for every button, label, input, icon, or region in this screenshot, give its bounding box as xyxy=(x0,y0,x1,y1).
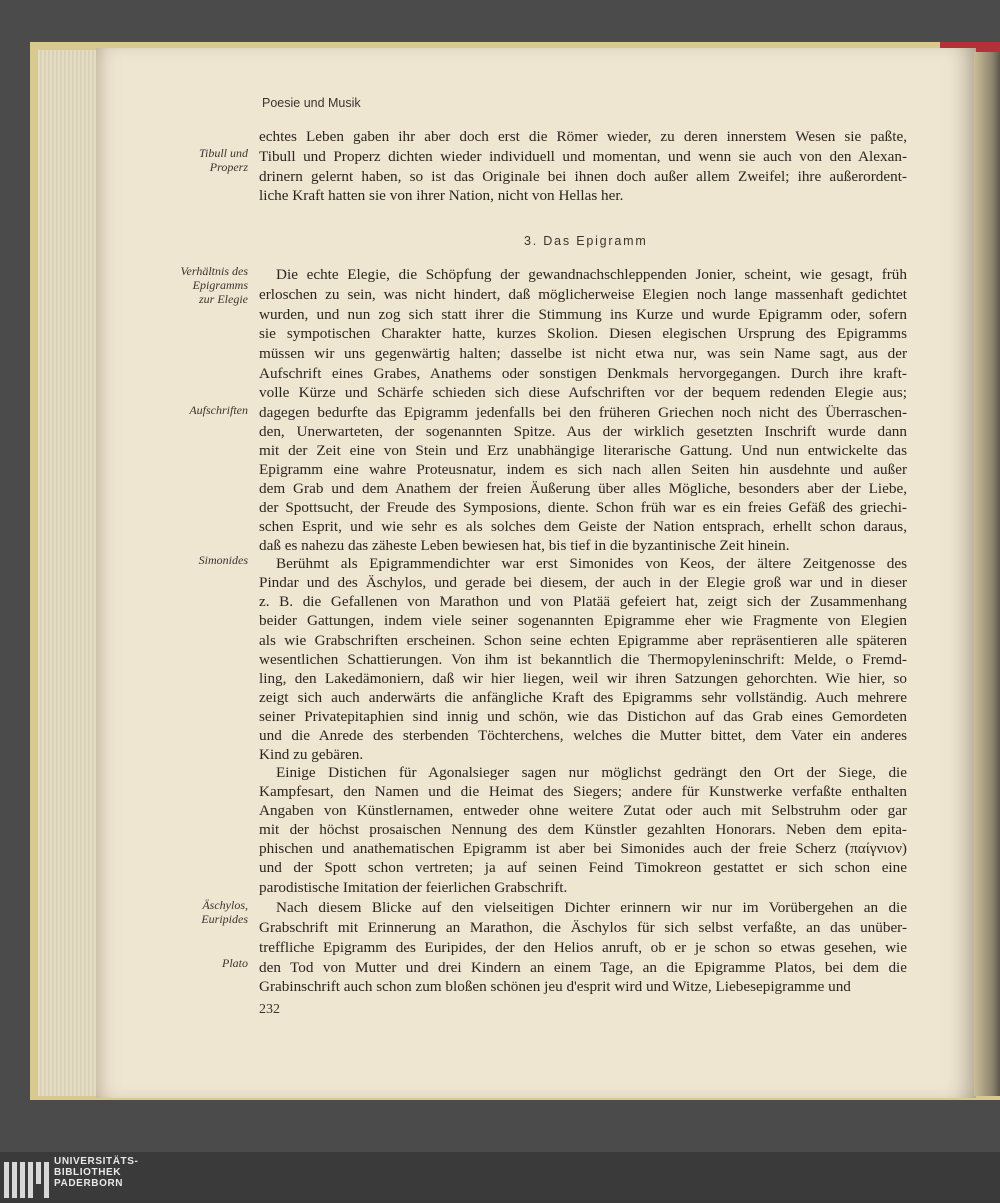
library-logo-icon xyxy=(4,1162,48,1198)
text-line: schen Esprit, und wie sehr es als solches dem Geiste der Nation entsprach, erhellt schon daraus, xyxy=(259,518,907,535)
text-line: mit der höchst prosaischen Nennung des dem Künstler gezahlten Honorars. Neben dem epita- xyxy=(259,821,907,838)
text-line: Nach diesem Blicke auf den vielseitigen Dichter erinnern wir nur im Vorübergehen an die xyxy=(276,899,907,916)
page-number: 232 xyxy=(259,1002,280,1017)
text-line: volle Kürze und Schärfe schieden sich diese Aufschriften vor der bequem redenden Elegie aus; xyxy=(259,384,907,401)
page-edges xyxy=(38,50,102,1096)
text-line: Kampfesart, den Namen und die Heimat des Siegers; andere für Kunstwerke verfaßte enthalten xyxy=(259,783,907,800)
running-header: Poesie und Musik xyxy=(262,96,361,110)
text-line: Die echte Elegie, die Schöpfung der gewandnachschleppenden Jonier, scheint, wie gesagt, früh xyxy=(276,266,907,283)
margin-note-epigramm-elegie: Verhältnis des Epigramms zur Elegie xyxy=(180,264,248,306)
text-line: Tibull und Properz dichten wieder individuell und momentan, und wenn sie auch von den Alexan- xyxy=(259,148,907,165)
margin-note-aufschriften: Aufschriften xyxy=(189,403,248,417)
text-line: und die Anrede des sterbenden Töchterchens, welches die Mutter bittet, dem Vater ein anderes xyxy=(259,727,907,744)
footer-line-2: BIBLIOTHEK xyxy=(54,1167,122,1178)
text-line: Grabschrift mit Erinnerung an Marathon, die Äschylos für sich selbst verfaßte, an das unüber- xyxy=(259,919,907,936)
text-line: treffliche Epigramm des Euripides, der den Helios anruft, ob er je schon so etwas gesehen, wie xyxy=(259,939,907,956)
text-line: der Spottsucht, der Freude des Symposions, diente. Schon früh war es ein freies Gefäß des griechi- xyxy=(259,499,907,516)
text-line: Aufschrift eines Grabes, Anathems oder sonstigen Denkmals hervorgegangen. Durch ihre kraft- xyxy=(259,365,907,382)
text-line: Einige Distichen für Agonalsieger sagen nur möglichst gedrängt den Ort der Siege, die xyxy=(276,764,907,781)
text-line: seiner Privatepitaphien sind innig und schön, wie das Distichon auf das Grab eines Gemordeten xyxy=(259,708,907,725)
page-right-shadow xyxy=(974,52,1000,1096)
text-line: Angaben von Künstlernamen, entweder ohne weitere Zutat oder auch mit Selbstruhm oder gar xyxy=(259,802,907,819)
footer-line-3: PADERBORN xyxy=(54,1178,124,1189)
text-line: sie sympotischen Charakter hatte, kurzes Skolion. Diesen elegischen Ursprung des Epigramms xyxy=(259,325,907,342)
text-line: echtes Leben gaben ihr aber doch erst die Römer wieder, zu deren innerstem Wesen sie paßte, xyxy=(259,128,907,145)
margin-note-simonides: Simonides xyxy=(198,553,248,567)
text-line: den Tod von Mutter und drei Kindern an einem Tage, an die Epigramme Platos, bei dem die xyxy=(259,959,907,976)
footer-line-1: UNIVERSITÄTS- xyxy=(54,1156,139,1167)
text-line: dagegen bedurfte das Epigramm jedenfalls bei den früheren Griechen noch nicht des Überraschen- xyxy=(259,404,907,421)
text-line: Epigramm eine wahre Proteusnatur, indem es sich nach allen Seiten hin ausdehnte und außer xyxy=(259,461,907,478)
text-line: müssen wir uns gegenwärtig halten; dasselbe ist nicht etwa nur, was sein Name sagt, aus der xyxy=(259,345,907,362)
text-line: phischen und anathematischen Epigramm ist aber bei Simonides auch der freie Scherz (παίγνιον) xyxy=(259,840,907,857)
margin-note-aeschylos: Äschylos, Euripides xyxy=(201,898,248,926)
library-footer xyxy=(0,1152,1000,1203)
text-line: z. B. die Gefallenen von Marathon und von Platää gefeiert hat, zeigt sich der Zusammenhang xyxy=(259,593,907,610)
text-line: als wie Grabschriften erscheinen. Schon seine echten Epigramme aber repräsentieren alle späteren xyxy=(259,632,907,649)
text-line: drinern gelernt haben, so ist das Originale bei ihnen doch außer allem Zweifel; ihre außerordent- xyxy=(259,168,907,185)
margin-note-tibull: Tibull und Properz xyxy=(198,146,248,174)
text-line: wurden, und nun zog sich statt ihrer die Stimmung ins Kurze und wurde Epigramm oder, sofern xyxy=(259,306,907,323)
text-line: wesentlichen Schattierungen. Von ihm ist bekanntlich die Thermopyleninschrift: Melde, o Fremd- xyxy=(259,651,907,668)
text-line: mit der Zeit eine von Stein und Erz unabhängige literarische Gattung. Und nun entwickelte das xyxy=(259,442,907,459)
section-title: 3. Das Epigramm xyxy=(524,234,648,248)
text-line: parodistische Imitation der feierlichen Grabschrift. xyxy=(259,879,568,896)
text-line: und der Spott schon vertreten; ja auf seinen Feind Timokreon gestattet er sich schon eine xyxy=(259,859,907,876)
text-line: ling, den Lakedämoniern, daß wir hier liegen, weil wir ihren Satzungen gehorchten. Wie hier, so xyxy=(259,670,907,687)
text-line: dem Grab und dem Anathem der freien Äußerung über alles Mögliche, besonders aber der Liebe, xyxy=(259,480,907,497)
text-line: Kind zu gebären. xyxy=(259,746,364,763)
margin-note-plato: Plato xyxy=(222,956,248,970)
text-line: liche Kraft hatten sie von ihrer Nation, nicht von Hellas her. xyxy=(259,187,624,204)
text-line: beider Gattungen, indem viele seiner sogenannten Epigramme eher wie Fragmente von Elegien xyxy=(259,612,907,629)
text-line: Pindar und des Äschylos, und gerade bei diesem, der auch in der Elegie groß war und in dieser xyxy=(259,574,907,591)
text-line: den, Unerwarteten, der sogenannten Spitze. Aus der wirklich gesetzten Inschrift wurde dann xyxy=(259,423,907,440)
text-line: Grabinschrift auch schon zum bloßen schönen jeu d'esprit wird und Witze, Liebesepigramme und xyxy=(259,978,851,995)
text-line: zeigt sich auch anderwärts die anfängliche Kraft des Epigramms sehr vollständig. Auch mehrere xyxy=(259,689,907,706)
text-line: Berühmt als Epigrammendichter war erst Simonides von Keos, der ältere Zeitgenosse des xyxy=(276,555,907,572)
text-line: daß es nahezu das zäheste Leben bewiesen hat, bis tief in die byzantinische Zeit hinein. xyxy=(259,537,790,554)
text-line: erloschen zu sein, was nicht hindert, daß möglicherweise Elegien noch lange massenhaft gedichtet xyxy=(259,286,907,303)
